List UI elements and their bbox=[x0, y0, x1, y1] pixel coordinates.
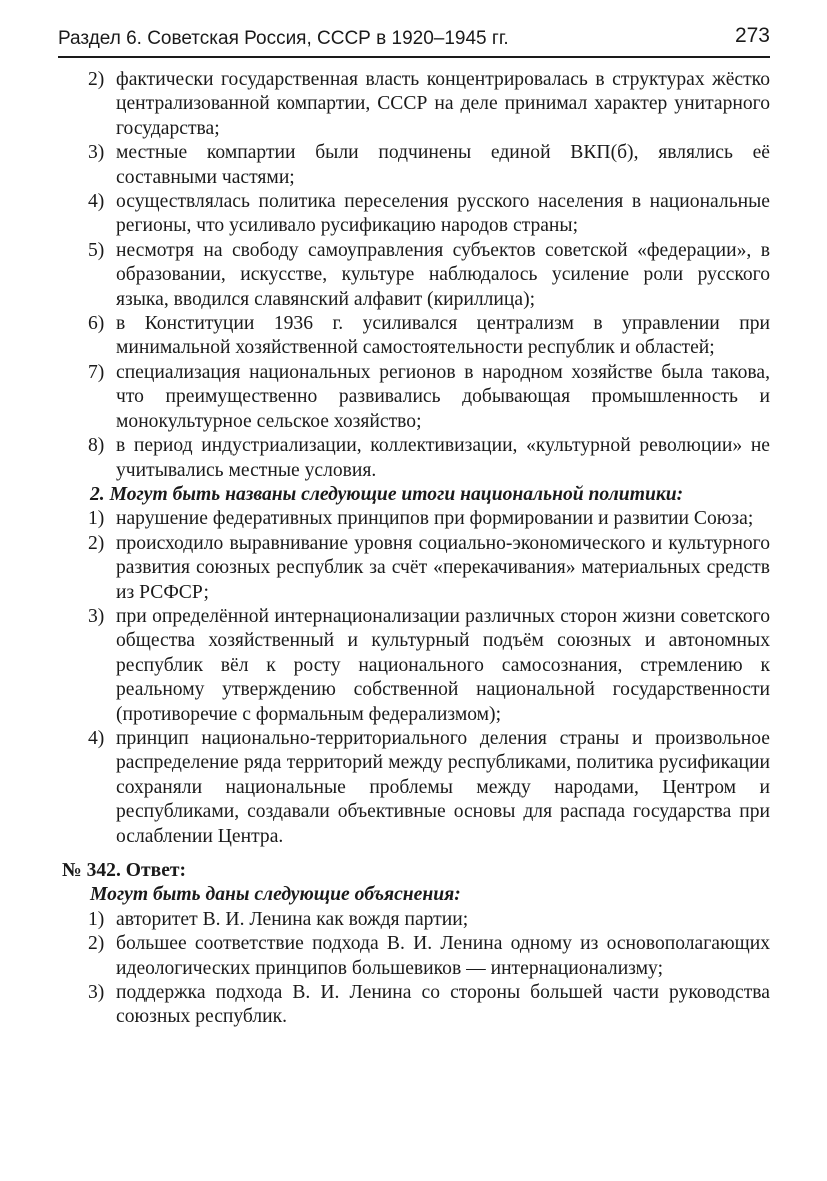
list-item bbox=[62, 434, 770, 483]
item-text: авторитет В. И. Ленина как вождя партии; bbox=[116, 908, 469, 930]
list-item bbox=[62, 932, 770, 981]
item-number: 2) bbox=[88, 532, 105, 554]
item-number: 4) bbox=[88, 191, 105, 213]
list-item bbox=[62, 507, 770, 531]
item-text: фактически государственная власть концентрировалась в структурах жёстко централизованной компартии, СССР на деле принимал характер унитарного государства; bbox=[116, 69, 770, 139]
results-subheading: 2. Могут быть названы следующие итоги национальной политики: bbox=[90, 483, 684, 505]
item-text: принцип национально-территориального деления страны и произвольное распределение ряда территорий между республиками, политика русификации сохраняли национальные проблемы между народами, Центром и республиками, создавали объективные основы для распада государства при ослаблении Центра. bbox=[116, 727, 770, 847]
item-number: 3) bbox=[88, 142, 105, 164]
list-item bbox=[62, 361, 770, 434]
list-item bbox=[62, 605, 770, 727]
item-number: 5) bbox=[88, 239, 105, 261]
item-text: осуществлялась политика переселения русского населения в национальные регионы, что усиливало русификацию народов страны; bbox=[116, 191, 770, 237]
item-text: несмотря на свободу самоуправления субъектов советской «федерации», в образовании, искусстве, культуре наблюдалось усиление роли русского языка, вводился славянский алфавит (кириллица); bbox=[116, 239, 770, 310]
item-number: 6) bbox=[88, 313, 105, 335]
item-number: 3) bbox=[88, 605, 105, 627]
list-item bbox=[62, 190, 770, 239]
item-text: в период индустриализации, коллективизации, «культурной революции» не учитывались местные условия. bbox=[116, 435, 770, 481]
list-item bbox=[62, 312, 770, 361]
item-text: поддержка подхода В. И. Ленина со стороны большей части руководства союзных республик. bbox=[116, 982, 770, 1028]
policy-features-list bbox=[62, 68, 770, 483]
list-item bbox=[62, 68, 770, 141]
item-number: 1) bbox=[88, 508, 105, 530]
list-item bbox=[62, 908, 770, 932]
item-text: большее соответствие подхода В. И. Ленина одному из основополагающих идеологических принципов большевиков — интернационализму; bbox=[116, 933, 770, 979]
item-text: при определённой интернационализации различных сторон жизни советского общества хозяйственный и культурный подъём союзных и автономных республик вёл к росту национального самосознания, стремлению к реальному утверждению собственной национальной государственности (противоречие с формальным федерализмом); bbox=[116, 605, 770, 725]
item-number: 2) bbox=[88, 933, 105, 955]
item-text: происходило выравнивание уровня социально-экономического и культурного развития союзных республик за счёт «перекачивания» материальных средств из РСФСР; bbox=[116, 532, 770, 603]
list-item bbox=[62, 239, 770, 312]
answer-heading: № 342. Ответ: bbox=[62, 860, 187, 881]
item-number: 1) bbox=[88, 908, 105, 930]
item-text: специализация национальных регионов в народном хозяйстве была такова, что преимущественно развивались добывающая промышленность и монокультурное сельское хозяйство; bbox=[116, 361, 770, 432]
item-number: 3) bbox=[88, 982, 105, 1004]
section-title: Раздел 6. Советская Россия, СССР в 1920–1945 гг. bbox=[58, 28, 509, 49]
item-text: местные компартии были подчинены единой ВКП(б), являлись её составными частями; bbox=[116, 142, 770, 188]
item-text: нарушение федеративных принципов при формировании и развитии Союза; bbox=[116, 508, 754, 530]
list-item bbox=[62, 141, 770, 190]
policy-results-list bbox=[62, 507, 770, 849]
page-number: 273 bbox=[734, 24, 770, 47]
item-text: в Конституции 1936 г. усиливался централизм в управлении при минимальной хозяйственной самостоятельности республик и областей; bbox=[116, 313, 770, 359]
list-item bbox=[62, 727, 770, 849]
explanations-subheading: Могут быть даны следующие объяснения: bbox=[90, 884, 461, 906]
running-header bbox=[58, 22, 770, 58]
item-number: 7) bbox=[88, 361, 105, 383]
item-number: 8) bbox=[88, 435, 105, 457]
list-item bbox=[62, 981, 770, 1030]
list-item bbox=[62, 532, 770, 605]
explanations-list bbox=[62, 908, 770, 1030]
item-number: 2) bbox=[88, 69, 105, 90]
page-body bbox=[62, 68, 770, 1030]
item-number: 4) bbox=[88, 727, 105, 749]
